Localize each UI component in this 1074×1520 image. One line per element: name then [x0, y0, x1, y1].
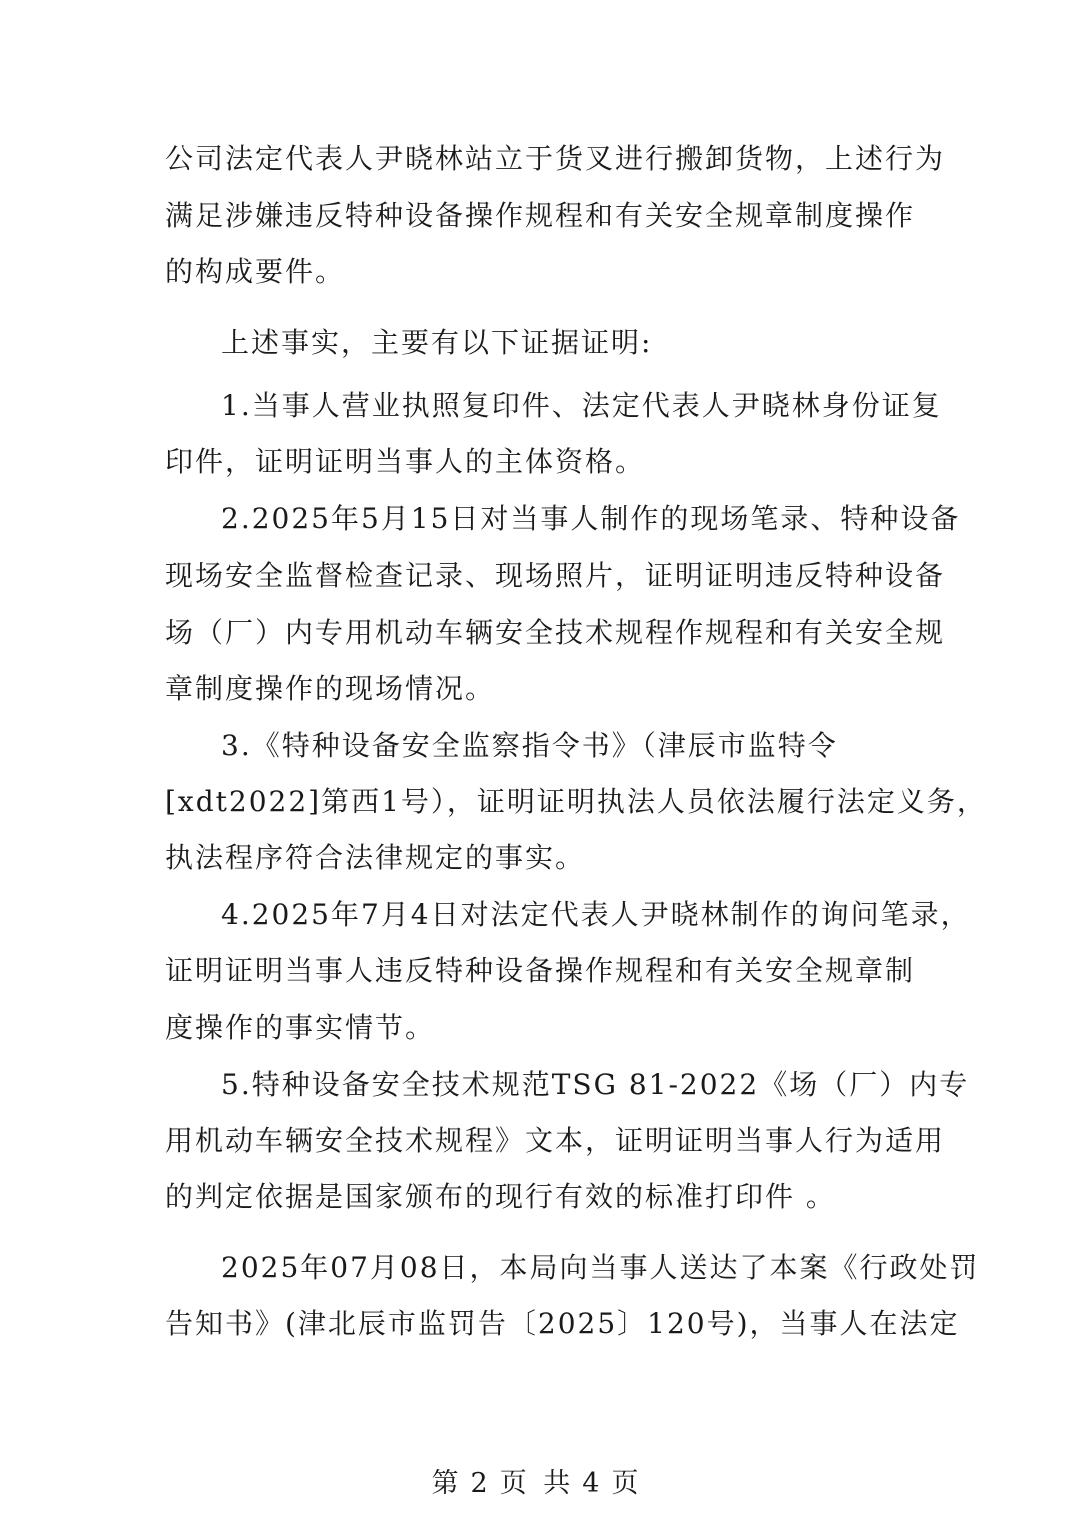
footer-middle: 页 共 — [499, 1468, 575, 1499]
evidence-item-2-line-3: 场（厂）内专用机动车辆安全技术规程作规程和有关安全规 — [165, 616, 946, 649]
footer-prefix: 第 — [431, 1468, 463, 1499]
footer-current-page: 2 — [470, 1468, 492, 1499]
intro-line-1: 公司法定代表人尹晓林站立于货叉进行搬卸货物，上述行为 — [165, 142, 946, 175]
intro-line-2: 满足涉嫌违反特种设备操作规程和有关安全规章制度操作 — [165, 199, 916, 232]
evidence-heading: 上述事实，主要有以下证据证明: — [221, 326, 653, 359]
notice-line-1: 2025年07月08日，本局向当事人送达了本案《行政处罚 — [221, 1251, 980, 1284]
evidence-item-5-line-3: 的判定依据是国家颁布的现行有效的标准打印件 。 — [165, 1180, 836, 1213]
evidence-item-5-line-1: 5.特种设备安全技术规范TSG 81-2022《场（厂）内专 — [221, 1068, 970, 1101]
evidence-item-1-line-2: 印件，证明证明当事人的主体资格。 — [165, 445, 646, 478]
evidence-item-2-line-4: 章制度操作的现场情况。 — [165, 672, 496, 705]
footer-total-pages: 4 — [582, 1468, 604, 1499]
page-footer — [0, 1466, 1074, 1502]
footer-suffix: 页 — [611, 1468, 643, 1499]
evidence-item-1-line-1: 1.当事人营业执照复印件、法定代表人尹晓林身份证复 — [221, 389, 942, 422]
evidence-item-2-line-1: 2.2025年5月15日对当事人制作的现场笔录、特种设备 — [221, 502, 961, 535]
evidence-item-4-line-1: 4.2025年7月4日对法定代表人尹晓林制作的询问笔录， — [221, 898, 971, 931]
evidence-item-4-line-2: 证明证明当事人违反特种设备操作规程和有关安全规章制 — [165, 954, 916, 987]
evidence-item-3-line-2: [xdt2022]第西1号），证明证明执法人员依法履行法定义务， — [165, 785, 987, 818]
evidence-item-2-line-2: 现场安全监督检查记录、现场照片，证明证明违反特种设备 — [165, 559, 946, 592]
notice-line-2: 告知书》(津北辰市监罚告〔2025〕120号)，当事人在法定 — [165, 1307, 960, 1340]
evidence-item-3-line-3: 执法程序符合法律规定的事实。 — [165, 841, 586, 874]
evidence-item-4-line-3: 度操作的事实情节。 — [165, 1011, 436, 1044]
evidence-item-5-line-2: 用机动车辆安全技术规程》文本，证明证明当事人行为适用 — [165, 1124, 946, 1157]
intro-line-3: 的构成要件。 — [165, 255, 346, 288]
evidence-item-3-line-1: 3.《特种设备安全监察指令书》（津辰市监特令 — [221, 729, 838, 762]
